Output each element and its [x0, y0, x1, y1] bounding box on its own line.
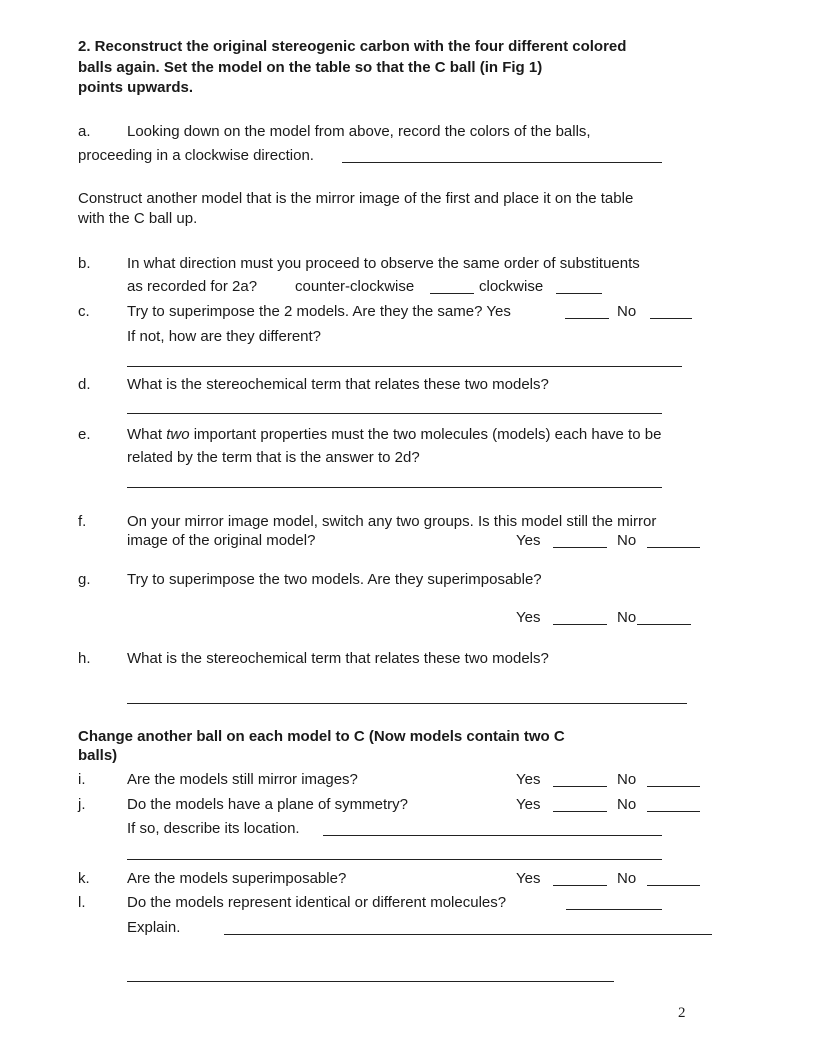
construct-line2: with the C ball up.	[78, 210, 198, 227]
answer-line-g-yes[interactable]	[553, 624, 607, 625]
answer-line-i-yes[interactable]	[553, 786, 607, 787]
question-2-header-line1: 2. Reconstruct the original stereogenic carbon with the four different colored	[78, 38, 627, 55]
item-a-letter: a.	[78, 123, 91, 140]
item-e-line1	[127, 426, 661, 444]
item-e-letter: e.	[78, 426, 91, 443]
item-d-text: What is the stereochemical term that relates these two models?	[127, 376, 549, 393]
item-f-letter: f.	[78, 513, 87, 530]
change-header-line1: Change another ball on each model to C (Now models contain two C	[78, 728, 565, 745]
item-e-line2: related by the term that is the answer to 2d?	[127, 449, 420, 466]
item-e-line1-post: important properties must the two molecules (models) each have to be	[189, 426, 662, 443]
item-g-yes-label: Yes	[516, 609, 541, 626]
item-b-letter: b.	[78, 255, 91, 272]
item-c-line1: Try to superimpose the 2 models. Are they the same? Yes	[127, 303, 511, 320]
item-d-letter: d.	[78, 376, 91, 393]
item-b-line2-prefix: as recorded for 2a?	[127, 278, 258, 295]
item-f-line2: image of the original model?	[127, 532, 316, 549]
answer-line-c-yes[interactable]	[565, 318, 609, 319]
item-a-line2: proceeding in a clockwise direction.	[78, 147, 314, 164]
answer-line-l-explain[interactable]	[224, 934, 712, 935]
change-header-line2: balls)	[78, 747, 118, 764]
question-2-header-line2: balls again. Set the model on the table so that the C ball (in Fig 1)	[78, 59, 543, 76]
item-i-letter: i.	[78, 771, 86, 788]
item-l-explain-label: Explain.	[127, 919, 181, 936]
item-i-no-label: No	[617, 771, 637, 788]
answer-line-k-yes[interactable]	[553, 885, 607, 886]
item-g-text: Try to superimpose the two models. Are they superimposable?	[127, 571, 542, 588]
answer-line-j-location-2[interactable]	[127, 859, 662, 860]
item-j-yes-label: Yes	[516, 796, 541, 813]
item-h-text: What is the stereochemical term that relates these two models?	[127, 650, 549, 667]
answer-line-g-no[interactable]	[637, 624, 691, 625]
item-g-letter: g.	[78, 571, 91, 588]
answer-line-f-yes[interactable]	[553, 547, 607, 548]
item-j-line2: If so, describe its location.	[127, 820, 300, 837]
item-e-line1-pre: What	[127, 426, 167, 443]
item-f-yes-label: Yes	[516, 532, 541, 549]
item-j-no-label: No	[617, 796, 637, 813]
answer-line-a[interactable]	[342, 162, 662, 163]
item-k-yes-label: Yes	[516, 870, 541, 887]
answer-line-c-no[interactable]	[650, 318, 692, 319]
answer-line-b-counter-clockwise[interactable]	[430, 293, 474, 294]
item-e-line1-emphasis: two	[166, 426, 190, 443]
item-g-no-label: No	[617, 609, 637, 626]
answer-line-b-clockwise[interactable]	[556, 293, 602, 294]
item-l-letter: l.	[78, 894, 86, 911]
item-l-text: Do the models represent identical or different molecules?	[127, 894, 507, 911]
item-j-letter: j.	[78, 796, 86, 813]
item-k-letter: k.	[78, 870, 90, 887]
answer-line-j-location[interactable]	[323, 835, 662, 836]
item-c-letter: c.	[78, 303, 90, 320]
item-c-line2: If not, how are they different?	[127, 328, 322, 345]
answer-line-l-explain-2[interactable]	[127, 981, 614, 982]
answer-line-e[interactable]	[127, 487, 662, 488]
answer-line-d[interactable]	[127, 413, 662, 414]
item-j-text: Do the models have a plane of symmetry?	[127, 796, 408, 813]
item-b-counter-clockwise-label: counter-clockwise	[295, 278, 415, 295]
answer-line-h[interactable]	[127, 703, 687, 704]
answer-line-c-difference[interactable]	[127, 366, 682, 367]
item-c-no-label: No	[617, 303, 637, 320]
item-b-line1: In what direction must you proceed to observe the same order of substituents	[127, 255, 640, 272]
answer-line-k-no[interactable]	[647, 885, 700, 886]
page-number: 2	[678, 1005, 686, 1021]
item-f-line1: On your mirror image model, switch any two groups. Is this model still the mirror	[127, 513, 657, 530]
item-a-line1: Looking down on the model from above, record the colors of the balls,	[127, 123, 591, 140]
item-i-text: Are the models still mirror images?	[127, 771, 358, 788]
answer-line-j-no[interactable]	[647, 811, 700, 812]
item-h-letter: h.	[78, 650, 91, 667]
item-f-no-label: No	[617, 532, 637, 549]
answer-line-l[interactable]	[566, 909, 662, 910]
answer-line-i-no[interactable]	[647, 786, 700, 787]
item-k-no-label: No	[617, 870, 637, 887]
construct-line1: Construct another model that is the mirror image of the first and place it on the table	[78, 190, 634, 207]
item-k-text: Are the models superimposable?	[127, 870, 347, 887]
question-2-header-line3: points upwards.	[78, 79, 194, 96]
answer-line-f-no[interactable]	[647, 547, 700, 548]
item-i-yes-label: Yes	[516, 771, 541, 788]
answer-line-j-yes[interactable]	[553, 811, 607, 812]
item-b-clockwise-label: clockwise	[479, 278, 544, 295]
